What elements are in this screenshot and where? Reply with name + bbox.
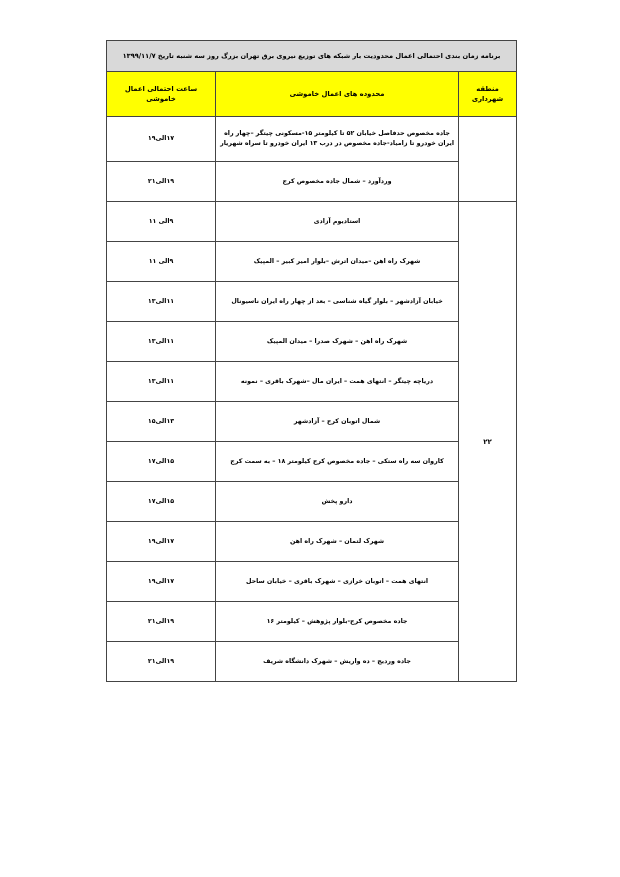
area-cell: شهرک راه اهن –میدان اترش –بلوار امیر کبیر – المپیک — [216, 242, 459, 282]
area-cell: جاده وردیج – ده واریش – شهرک دانشگاه شریف — [216, 642, 459, 682]
time-cell: ۹الی ۱۱ — [107, 242, 216, 282]
table-row — [107, 362, 517, 402]
time-cell: ۱۹الی۲۱ — [107, 602, 216, 642]
time-cell: ۱۷الی۱۹ — [107, 522, 216, 562]
table-row — [107, 562, 517, 602]
header-row — [107, 72, 517, 117]
area-cell: شهرک لتمان – شهرک راه اهن — [216, 522, 459, 562]
time-cell: ۱۹الی۲۱ — [107, 162, 216, 202]
area-cell: شمال اتوبان کرج – آزادشهر — [216, 402, 459, 442]
area-cell: استادیوم آزادی — [216, 202, 459, 242]
area-cell: دریاچه چیتگر – انتهای همت – ایران مال –شهرک باقری – نمونه — [216, 362, 459, 402]
area-cell: وردآورد – شمال جاده مخصوص کرج — [216, 162, 459, 202]
time-cell: ۹الی ۱۱ — [107, 202, 216, 242]
time-cell: ۱۱الی۱۳ — [107, 282, 216, 322]
table-row — [107, 162, 517, 202]
area-cell: انتهای همت – اتوبان خرازی – شهرک باقری – خیابان ساحل — [216, 562, 459, 602]
area-cell: شهرک راه اهن – شهرک صدرا – میدان المپیک — [216, 322, 459, 362]
outage-schedule-table — [106, 40, 517, 682]
district-cell — [459, 117, 517, 202]
table-row — [107, 282, 517, 322]
table-row — [107, 642, 517, 682]
district-cell: ۲۲ — [459, 202, 517, 682]
table-row — [107, 482, 517, 522]
area-cell: کاروان سه راه ستکی – جاده مخصوص کرج کیلومتر ۱۸ – به سمت کرج — [216, 442, 459, 482]
time-cell: ۱۱الی۱۳ — [107, 322, 216, 362]
time-cell: ۱۷الی۱۹ — [107, 562, 216, 602]
time-cell: ۱۵الی۱۷ — [107, 442, 216, 482]
table-row — [107, 322, 517, 362]
title-row — [107, 41, 517, 72]
table-row — [107, 202, 517, 242]
area-cell: دارو پخش — [216, 482, 459, 522]
schedule-sheet — [106, 40, 516, 682]
time-cell: ۱۹الی۲۱ — [107, 642, 216, 682]
time-cell: ۱۱الی۱۳ — [107, 362, 216, 402]
time-cell: ۱۵الی۱۷ — [107, 482, 216, 522]
header-areas: محدوده های اعمال خاموشی — [216, 72, 459, 117]
table-row — [107, 442, 517, 482]
header-district: منطقه شهرداری — [459, 72, 517, 117]
table-row — [107, 602, 517, 642]
time-cell: ۱۳الی۱۵ — [107, 402, 216, 442]
table-row — [107, 402, 517, 442]
table-row — [107, 522, 517, 562]
area-cell: جاده مخصوص حدفاصل خیابان ۵۲ تا کیلومتر ۱۵-مسکونی چیتگر –چهار راه ایران خودرو تا زامیاد-جاده مخصوص در درب ۱۳ ایران خودرو تا سراه شهریار — [216, 117, 459, 162]
table-row — [107, 242, 517, 282]
header-time: ساعت احتمالی اعمال خاموشی — [107, 72, 216, 117]
area-cell: خیابان آزادشهر – بلوار گیاه شناسی – بعد از چهار راه ایران ناسیونال — [216, 282, 459, 322]
table-title: برنامه زمان بندی احتمالی اعمال محدودیت بار شبکه های توزیع نیروی برق تهران بزرگ روز سه شنبه تاریخ ۱۳۹۹/۱۱/۷ — [107, 41, 517, 72]
area-cell: جاده مخصوص کرج-بلوار پژوهش – کیلومتر ۱۶ — [216, 602, 459, 642]
table-row — [107, 117, 517, 162]
time-cell: ۱۷الی۱۹ — [107, 117, 216, 162]
